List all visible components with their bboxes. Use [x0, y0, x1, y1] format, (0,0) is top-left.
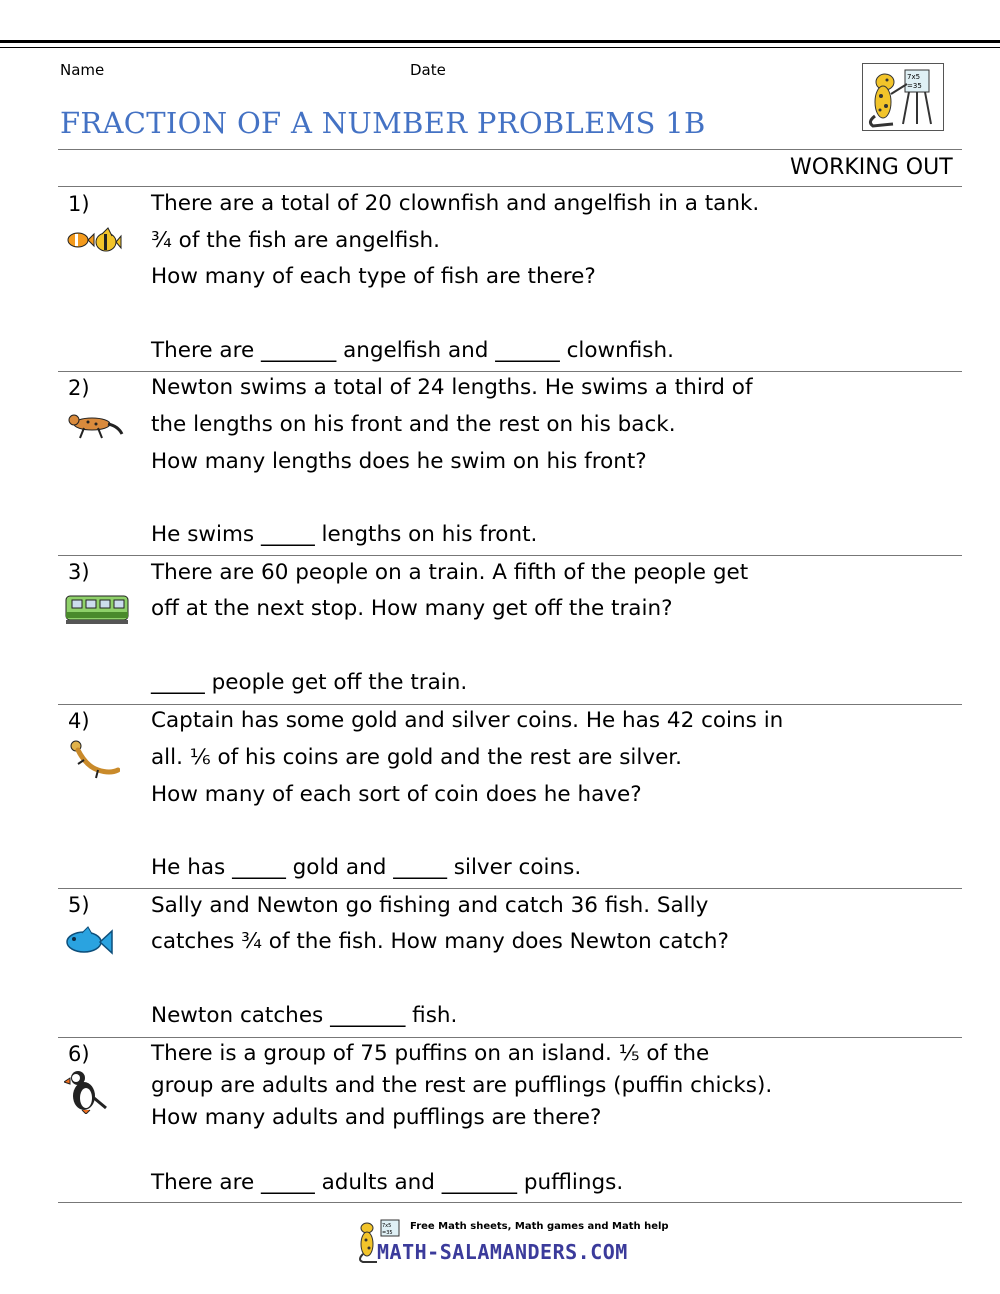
- salamander-logo: [862, 63, 944, 131]
- footer-site-link[interactable]: MATH-SALAMANDERS.COM: [377, 1240, 628, 1264]
- header-divider: [58, 149, 962, 150]
- problem-line: Sally and Newton go fishing and catch 36 fish. Sally: [151, 893, 709, 918]
- problem-line: the lengths on his front and the rest on his back.: [151, 412, 676, 437]
- top-rule-thick: [0, 40, 1000, 43]
- problem-line: Captain has some gold and silver coins. He has 42 coins in: [151, 708, 784, 733]
- divider: [58, 186, 962, 187]
- fish-icon: [64, 925, 114, 963]
- problem-line: How many of each type of fish are there?: [151, 264, 596, 289]
- problem-number: 1): [68, 192, 90, 216]
- problem-line: There are 60 people on a train. A fifth of the people get: [151, 560, 749, 585]
- svg-text:=35: =35: [382, 1230, 393, 1236]
- problem-line: How many lengths does he swim on his front?: [151, 449, 647, 474]
- problem-number: 6): [68, 1042, 90, 1066]
- problem-line: group are adults and the rest are pufflings (puffin chicks).: [151, 1073, 773, 1098]
- problem-line: catches ¾ of the fish. How many does Newton catch?: [151, 929, 729, 954]
- problem-line: all. ⅙ of his coins are gold and the rest are silver.: [151, 745, 682, 770]
- footer-tagline: Free Math sheets, Math games and Math help: [410, 1221, 669, 1232]
- problem-number: 3): [68, 560, 90, 584]
- problem-line: There are a total of 20 clownfish and angelfish in a tank.: [151, 191, 760, 216]
- page-title: FRACTION OF A NUMBER PROBLEMS 1B: [60, 106, 706, 140]
- problem-number: 4): [68, 709, 90, 733]
- divider: [58, 704, 962, 705]
- problem-number: 5): [68, 893, 90, 917]
- problem-line: How many of each sort of coin does he have?: [151, 782, 642, 807]
- problem-line: How many adults and pufflings are there?: [151, 1105, 602, 1130]
- problem-line: Newton swims a total of 24 lengths. He swims a third of: [151, 375, 753, 400]
- divider: [58, 1202, 962, 1203]
- answer-line: He swims _____ lengths on his front.: [151, 522, 538, 547]
- puffin-icon: [64, 1068, 108, 1118]
- divider: [58, 555, 962, 556]
- train-icon: [64, 592, 132, 632]
- name-label: Name: [60, 61, 105, 79]
- divider: [58, 1037, 962, 1038]
- answer-line: He has _____ gold and _____ silver coins.: [151, 855, 582, 880]
- answer-line: There are _______ angelfish and ______ clownfish.: [151, 338, 674, 363]
- svg-text:7x5: 7x5: [382, 1223, 392, 1229]
- answer-line: There are _____ adults and _______ pufflings.: [151, 1170, 624, 1195]
- top-rule-thin: [0, 47, 1000, 48]
- problem-line: ¾ of the fish are angelfish.: [151, 228, 441, 253]
- svg-text:=35: =35: [907, 82, 922, 90]
- answer-line: _____ people get off the train.: [151, 670, 468, 695]
- working-out-label: WORKING OUT: [790, 155, 953, 180]
- clownfish-icon: [64, 226, 122, 262]
- date-label: Date: [410, 61, 446, 79]
- problem-line: off at the next stop. How many get off the train?: [151, 596, 673, 621]
- problem-line: There is a group of 75 puffins on an island. ⅕ of the: [151, 1041, 710, 1066]
- problem-number: 2): [68, 376, 90, 400]
- divider: [58, 371, 962, 372]
- divider: [58, 888, 962, 889]
- salamander-icon: [64, 406, 124, 444]
- answer-line: Newton catches _______ fish.: [151, 1003, 458, 1028]
- lizard-icon: [64, 740, 120, 784]
- svg-text:7x5: 7x5: [907, 73, 921, 81]
